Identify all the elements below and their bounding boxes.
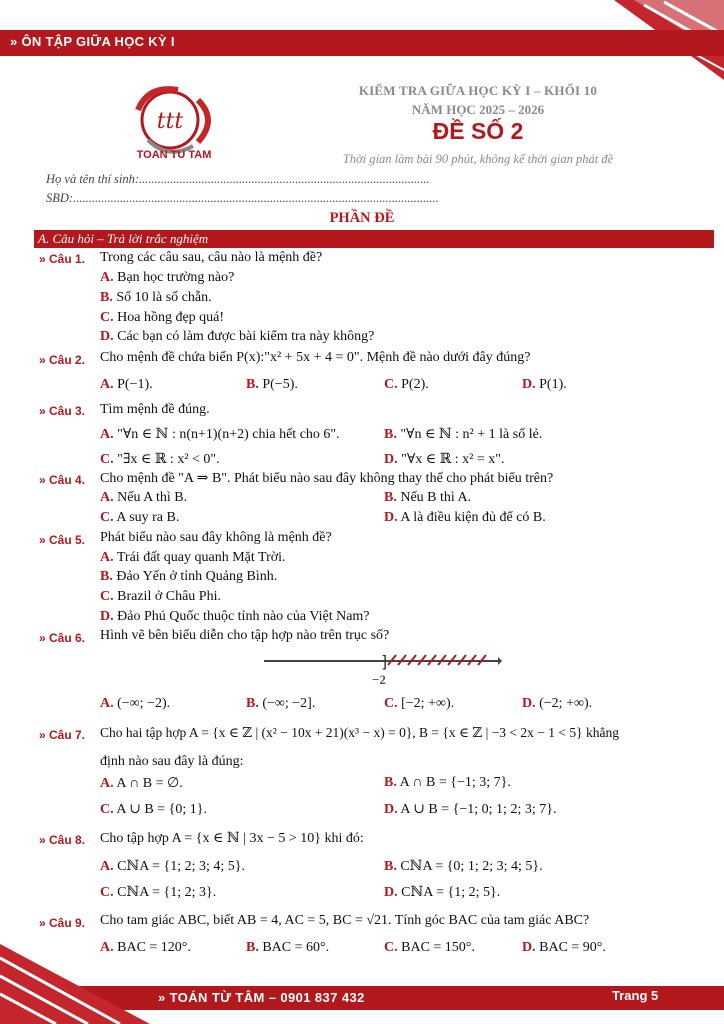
option-a: A. Trái đất quay quanh Mặt Trời. (100, 550, 286, 565)
option-b: B. Đảo Yến ở tỉnh Quảng Bình. (100, 569, 278, 584)
question-stem: Cho mệnh đề "A ⇒ B". Phát biểu nào sau đây không thay thế cho phát biểu trên? (100, 471, 554, 486)
question-label: » Câu 2. (39, 353, 86, 367)
corner-stripes-decoration (0, 944, 180, 1024)
exam-title-line2: NĂM HỌC 2025 – 2026 (411, 102, 545, 117)
section-title: A. Câu hỏi – Trả lời trắc nghiệm (38, 231, 209, 246)
number-line-label: −2 (372, 672, 386, 687)
question-label: » Câu 5. (39, 533, 86, 547)
option-a: A. BAC = 120°. (100, 940, 191, 955)
option-c: C. BAC = 150°. (384, 940, 475, 955)
question-label: » Câu 3. (39, 404, 86, 418)
option-d: D. (−2; +∞). (522, 696, 593, 711)
top-banner (0, 30, 724, 56)
option-d: D. Các bạn có làm được bài kiểm tra này không? (100, 329, 375, 344)
option-b: B. A ∩ B = {−1; 3; 7}. (384, 775, 511, 790)
part-title: PHẦN ĐỀ (329, 210, 395, 226)
option-c: C. "∃x ∈ ℝ : x² < 0". (100, 452, 220, 467)
option-c: C. CℕA = {1; 2; 3}. (100, 885, 217, 900)
exam-title-line1: KIỂM TRA GIỮA HỌC KỲ I – KHỐI 10 (358, 83, 598, 98)
section-bar (34, 230, 714, 248)
question-stem: Trong các câu sau, câu nào là mệnh đề? (100, 250, 323, 265)
exam-number: ĐỀ SỐ 2 (432, 118, 524, 144)
svg-text:]: ] (381, 652, 388, 671)
option-d: D. A là điều kiện đủ để có B. (384, 510, 546, 525)
banner-text: » ÔN TẬP GIỮA HỌC KỲ I (10, 34, 175, 49)
option-a: A. A ∩ B = ∅. (100, 776, 183, 791)
candidate-name-line: Họ và tên thí sinh:............................................................................................. (46, 172, 430, 186)
option-a: A. Bạn học trường nào? (100, 270, 235, 285)
question-label: » Câu 8. (39, 833, 86, 847)
question-stem: Hình vẽ bên biểu diễn cho tập hợp nào trên trục số? (100, 628, 390, 643)
option-c: C. Brazil ở Châu Phi. (100, 589, 221, 604)
footer-contact: » TOÁN TỪ TÂM – 0901 837 432 (158, 990, 365, 1005)
option-a: A. CℕA = {1; 2; 3; 4; 5}. (100, 859, 245, 874)
option-b: B. "∀n ∈ ℕ : n² + 1 là số lẻ. (384, 427, 543, 442)
option-d: D. CℕA = {1; 2; 5}. (384, 885, 501, 900)
option-c: C. P(2). (384, 377, 429, 392)
option-d: D. Đảo Phú Quốc thuộc tỉnh nào của Việt Nam? (100, 609, 370, 624)
question-stem: Cho hai tập hợp A = {x ∈ ℤ | (x² − 10x + 21)(x³ − x) = 0}, B = {x ∈ ℤ | −3 < 2x − 1 < 5} khẳng (100, 725, 619, 740)
option-b: B. P(−5). (246, 377, 298, 392)
question-stem: Cho tam giác ABC, biết AB = 4, AC = 5, BC = √21. Tính góc BAC của tam giác ABC? (100, 913, 590, 928)
option-b: B. CℕA = {0; 1; 2; 3; 4; 5}. (384, 859, 543, 874)
option-d: D. A ∪ B = {−1; 0; 1; 2; 3; 7}. (384, 802, 557, 817)
question-stem: Phát biểu nào sau đây không là mệnh đề? (100, 530, 332, 545)
question-label: » Câu 9. (39, 916, 86, 930)
option-d: D. P(1). (522, 377, 567, 392)
question-stem: Cho mệnh đề chứa biến P(x):"x² + 5x + 4 = 0". Mệnh đề nào dưới đây đúng? (100, 350, 531, 365)
option-c: C. A ∪ B = {0; 1}. (100, 802, 207, 817)
time-note: Thời gian làm bài 90 phút, không kể thời gian phát đề (342, 152, 614, 166)
option-b: B. (−∞; −2]. (246, 696, 316, 711)
page-number: Trang 5 (612, 988, 659, 1003)
option-b: B. Số 10 là số chẵn. (100, 290, 212, 305)
option-c: C. Hoa hồng đẹp quá! (100, 310, 225, 325)
option-a: A. P(−1). (100, 377, 153, 392)
logo-text: TOAN TU TAM (136, 149, 212, 161)
option-a: A. Nếu A thì B. (100, 490, 188, 505)
option-b: B. Nếu B thì A. (384, 490, 472, 505)
option-c: C. [−2; +∞). (384, 696, 455, 711)
option-d: D. "∀x ∈ ℝ : x² = x". (384, 452, 505, 467)
question-stem: Tìm mệnh đề đúng. (100, 402, 210, 417)
question-stem-continued: định nào sau đây là đúng: (100, 754, 244, 769)
option-c: C. A suy ra B. (100, 510, 180, 525)
option-d: D. BAC = 90°. (522, 940, 606, 955)
option-b: B. BAC = 60°. (246, 940, 330, 955)
svg-text:ttt: ttt (156, 109, 184, 134)
option-a: A. "∀n ∈ ℕ : n(n+1)(n+2) chia hết cho 6". (100, 427, 340, 442)
question-stem: Cho tập hợp A = {x ∈ ℕ | 3x − 5 > 10} khi đó: (100, 831, 364, 846)
option-a: A. (−∞; −2). (100, 696, 171, 711)
question-label: » Câu 1. (39, 252, 86, 266)
question-label: » Câu 6. (39, 631, 86, 645)
question-label: » Câu 7. (39, 728, 86, 742)
question-label: » Câu 4. (39, 473, 86, 487)
candidate-id-line: SBD:..................................................................................................................... (46, 191, 439, 205)
